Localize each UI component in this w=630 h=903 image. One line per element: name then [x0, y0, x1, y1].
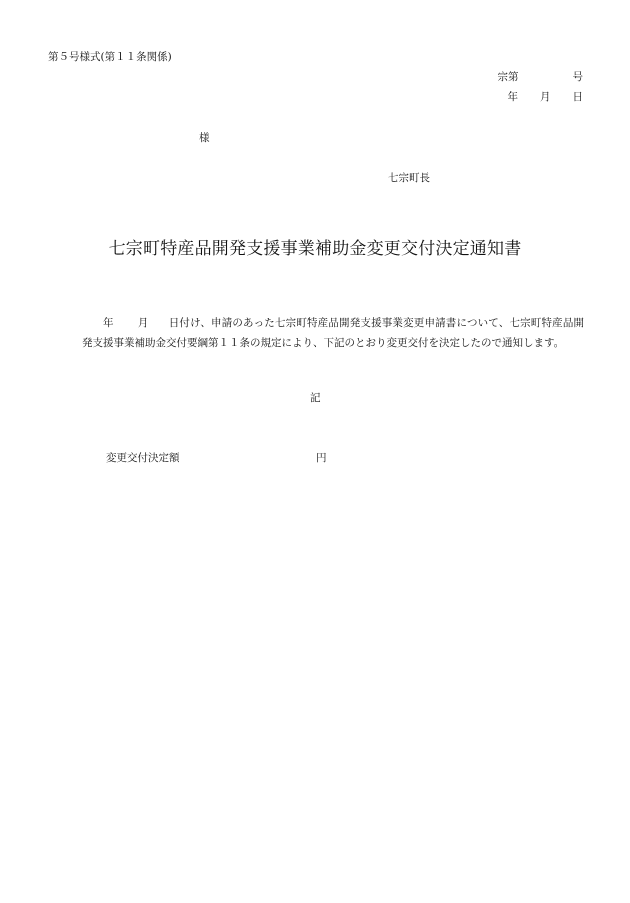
- body-paragraph: [82, 313, 584, 353]
- amount-unit: 円: [316, 452, 327, 464]
- date-year-label: 年: [507, 91, 518, 103]
- body-year-label: 年: [103, 317, 114, 329]
- sender-name: 七宗町長: [388, 172, 430, 184]
- amount-label: 変更交付決定額: [106, 452, 180, 464]
- ki-heading: 記: [310, 392, 321, 404]
- document-number-prefix: 宗第: [497, 71, 519, 83]
- date-month-label: 月: [540, 91, 551, 103]
- document-number-line: [498, 70, 584, 84]
- form-number: 第５号様式(第１１条関係): [48, 51, 172, 63]
- document-date-line: [508, 90, 584, 104]
- body-month-label: 月: [137, 317, 149, 329]
- addressee-honorific: 様: [199, 132, 210, 144]
- date-day-label: 日: [572, 91, 583, 103]
- body-text: 日付け、申請のあった七宗町特産品開発支援事業変更申請書について、七宗町特産品開発支援事業補助金交付要綱第１１条の規定により、下記のとおり変更交付を決定したので通知します。: [82, 317, 585, 349]
- document-title: 七宗町特産品開発支援事業補助金変更交付決定通知書: [108, 239, 522, 259]
- document-number-suffix: 号: [572, 71, 583, 83]
